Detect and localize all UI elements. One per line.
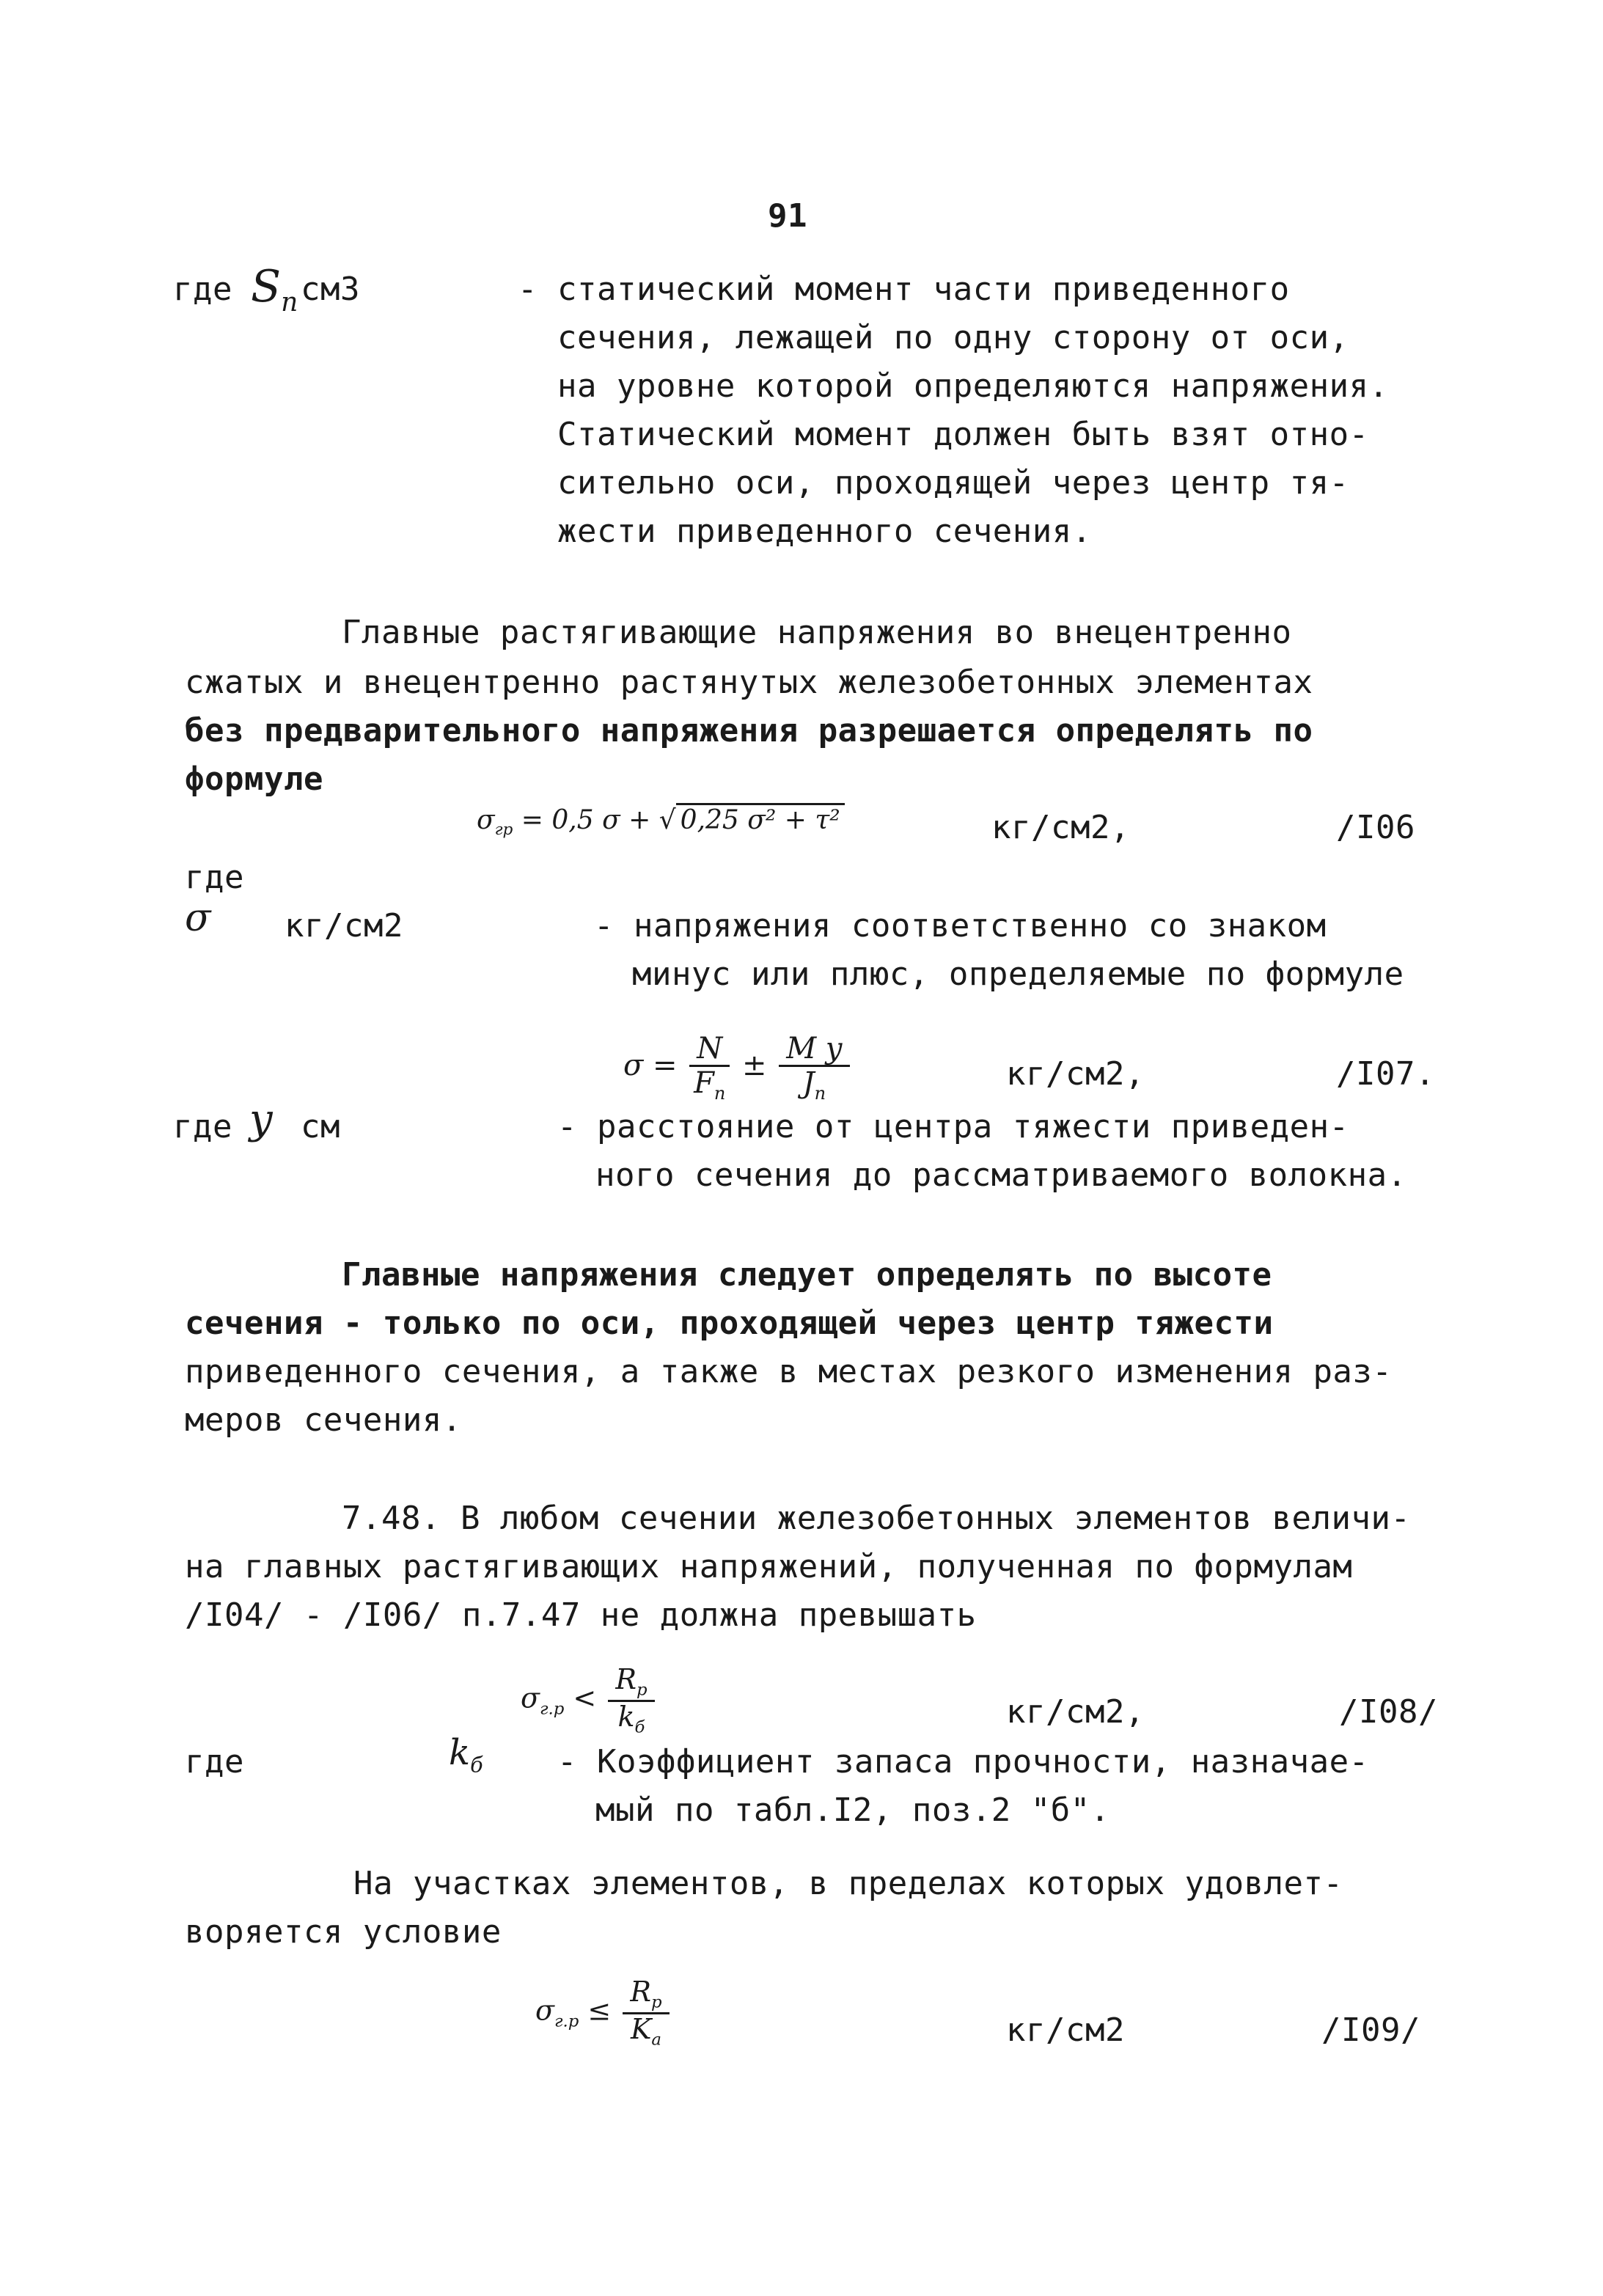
def3-line-2: ного сечения до рассматриваемого волокна.: [595, 1156, 1407, 1194]
where-label: где: [173, 271, 232, 308]
where-label-4: где: [185, 1743, 244, 1780]
para3-line-1: 7.48. В любом сечении железобетонных элементов величи-: [342, 1500, 1411, 1537]
def4-line-1: - Коэффициент запаса прочности, назначае-: [557, 1743, 1369, 1780]
para2-line-4: меров сечения.: [185, 1401, 462, 1439]
eq107-number: /I07.: [1336, 1055, 1435, 1093]
def1-line-2: сечения, лежащей по одну сторону от оси,: [557, 319, 1349, 356]
para1-line-4: формуле: [185, 760, 323, 798]
def1-line-6: жести приведенного сечения.: [557, 513, 1092, 550]
equation-107: σ = $\frac{N}{F_n}$ ± $\frac{\text{M y}}{J_n}$: [623, 1033, 853, 1103]
symbol-y: y: [249, 1096, 273, 1143]
where-label-3: где: [173, 1108, 232, 1145]
def3-unit: см: [301, 1108, 340, 1145]
page-number: 91: [768, 197, 807, 235]
def2-line-1: - напряжения соответственно со знаком: [594, 907, 1327, 945]
eq106-unit: кг/см2,: [991, 809, 1130, 846]
para2-line-3: приведенного сечения, а также в местах резкого изменения раз-: [185, 1353, 1393, 1390]
para2-line-1: Главные напряжения следует определять по высоте: [342, 1256, 1272, 1294]
equation-106: $\sigma_{гр} = 0,5$ σ + √ 0,25 σ² + τ²: [477, 805, 845, 839]
symbol-k: $k_б$: [449, 1732, 483, 1778]
def3-line-1: - расстояние от центра тяжести приведен-: [557, 1108, 1349, 1145]
def1-line-1: - статический момент части приведенного: [518, 271, 1290, 308]
para1-line-2: сжатых и внецентренно растянутых железобетонных элементах: [185, 664, 1313, 701]
eq109-unit: кг/см2: [1006, 2011, 1125, 2049]
para4-line-1: На участках элементов, в пределах которых удовлет-: [353, 1865, 1343, 1902]
def1-line-5: сительно оси, проходящей через центр тя-: [557, 464, 1349, 502]
sqrt-icon: √: [659, 805, 676, 835]
para4-line-2: воряется условие: [185, 1913, 502, 1951]
def1-line-4: Статический момент должен быть взят отно-: [557, 416, 1369, 453]
where-label-2: где: [185, 859, 244, 896]
eq107-unit: кг/см2,: [1006, 1055, 1145, 1093]
symbol-sigma: σ: [185, 896, 211, 940]
eq108-unit: кг/см2,: [1006, 1693, 1145, 1731]
equation-108: $\sigma_{г.р}$ < $\frac{R_p}{k_б}$: [521, 1665, 658, 1736]
symbol-S: $S_n$: [251, 261, 298, 318]
def1-line-3: на уровне которой определяются напряжения.: [557, 367, 1389, 405]
para3-line-2: на главных растягивающих напряжений, полученная по формулам: [185, 1548, 1353, 1585]
def4-line-2: мый по табл.I2, поз.2 "б".: [595, 1791, 1110, 1829]
unit-cm3: см3: [301, 271, 360, 308]
eq108-number: /I08/: [1339, 1693, 1438, 1731]
para1-line-3: без предварительного напряжения разрешается определять по: [185, 712, 1313, 749]
para2-line-2: сечения - только по оси, проходящей через центр тяжести: [185, 1305, 1274, 1342]
para3-line-3: /I04/ - /I06/ п.7.47 не должна превышать: [185, 1596, 977, 1634]
def2-line-2: минус или плюс, определяемые по формуле: [632, 956, 1404, 993]
def2-unit: кг/см2: [285, 907, 403, 945]
eq109-number: /I09/: [1321, 2011, 1420, 2049]
para1-line-1: Главные растягивающие напряжения во внецентренно: [342, 614, 1292, 651]
eq106-number: /I06: [1336, 809, 1415, 846]
equation-109: $\sigma_{г.р}$ ≤ $\frac{R_p}{K_a}$: [535, 1977, 672, 2049]
